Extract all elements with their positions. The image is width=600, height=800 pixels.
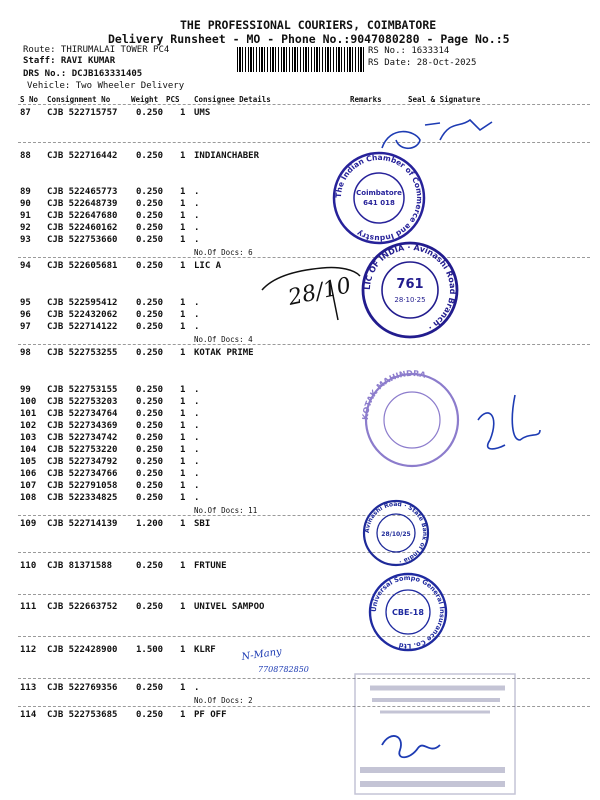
- company-title: THE PROFESSIONAL COURIERS, COIMBATORE: [180, 18, 437, 32]
- row-consignment: CJB 522648739: [47, 199, 118, 209]
- row-consignment: CJB 522334825: [47, 493, 118, 503]
- row-weight: 0.250: [136, 561, 164, 571]
- row-weight: 0.250: [136, 421, 164, 431]
- row-consignee: .: [194, 445, 200, 455]
- row-pcs: 1: [180, 199, 186, 209]
- row-consignee: KOTAK PRIME: [194, 348, 254, 358]
- row-sno: 102: [20, 421, 37, 431]
- row-pcs: 1: [180, 561, 186, 571]
- row-sno: 91: [20, 211, 31, 221]
- vehicle: Vehicle: Two Wheeler Delivery: [27, 81, 185, 91]
- row-consignee: .: [194, 211, 200, 221]
- signature-mark: [382, 120, 492, 148]
- row-consignment: CJB 522714139: [47, 519, 118, 529]
- row-pcs: 1: [180, 457, 186, 467]
- row-consignee: .: [194, 322, 200, 332]
- row-consignee: .: [194, 493, 200, 503]
- row-consignee: .: [194, 235, 200, 245]
- row-pcs: 1: [180, 645, 186, 655]
- row-consignment: CJB 522714122: [47, 322, 118, 332]
- row-consignment: CJB 522791058: [47, 481, 118, 491]
- row-sno: 113: [20, 683, 37, 693]
- kotak-stamp-ring: KOTAK MAHINDRA: [360, 368, 427, 421]
- row-pcs: 1: [180, 469, 186, 479]
- row-sno: 108: [20, 493, 37, 503]
- row-consignment: CJB 522605681: [47, 261, 118, 271]
- docs-count: No.Of Docs: 2: [194, 696, 253, 705]
- row-consignment: CJB 522663752: [47, 602, 118, 612]
- row-consignee: .: [194, 223, 200, 233]
- handwritten-name: N-Many: [240, 646, 283, 663]
- row-consignee: .: [194, 421, 200, 431]
- docs-count: No.Of Docs: 11: [194, 506, 258, 515]
- row-weight: 0.250: [136, 151, 164, 161]
- row-pcs: 1: [180, 310, 186, 320]
- row-weight: 0.250: [136, 493, 164, 503]
- runsheet-subtitle: Delivery Runsheet - MO - Phone No.:9047080280 - Page No.:5: [108, 32, 510, 46]
- row-sno: 87: [20, 108, 31, 118]
- row-weight: 0.250: [136, 683, 164, 693]
- row-consignment: CJB 522432062: [47, 310, 118, 320]
- row-weight: 0.250: [136, 397, 164, 407]
- row-sno: 114: [20, 710, 37, 720]
- row-consignee: FRTUNE: [194, 561, 227, 571]
- row-consignee: UMS: [194, 108, 211, 118]
- rs-number: RS No.: 1633314: [368, 46, 450, 56]
- row-consignee: LIC A: [194, 261, 222, 271]
- row-weight: 0.250: [136, 433, 164, 443]
- row-sno: 111: [20, 602, 37, 612]
- row-weight: 0.250: [136, 348, 164, 358]
- row-consignee: .: [194, 397, 200, 407]
- chamber-stamp-ring: The Indian Chamber of Commerce and Industry: [333, 152, 425, 244]
- row-consignee: .: [194, 385, 200, 395]
- row-consignee: .: [194, 298, 200, 308]
- row-pcs: 1: [180, 710, 186, 720]
- col-consignee: Consignee Details: [194, 95, 271, 104]
- row-consignee: .: [194, 187, 200, 197]
- row-consignment: CJB 522734369: [47, 421, 118, 431]
- row-weight: 0.250: [136, 261, 164, 271]
- row-consignee: PF OFF: [194, 710, 227, 720]
- row-weight: 0.250: [136, 710, 164, 720]
- staff: Staff: RAVI KUMAR: [23, 56, 116, 66]
- row-weight: 0.250: [136, 409, 164, 419]
- row-weight: 0.250: [136, 235, 164, 245]
- row-pcs: 1: [180, 298, 186, 308]
- row-sno: 110: [20, 561, 37, 571]
- row-weight: 1.500: [136, 645, 164, 655]
- row-weight: 1.200: [136, 519, 164, 529]
- row-sno: 107: [20, 481, 37, 491]
- row-weight: 0.250: [136, 187, 164, 197]
- col-weight: Weight: [131, 95, 159, 104]
- lic-stamp-date: 28·10·25: [394, 296, 426, 304]
- col-remarks: Remarks: [350, 95, 382, 104]
- row-sno: 99: [20, 385, 31, 395]
- row-sno: 97: [20, 322, 31, 332]
- insurance-stamp-code: CBE-18: [392, 608, 424, 617]
- row-consignment: CJB 522465773: [47, 187, 118, 197]
- row-sno: 112: [20, 645, 37, 655]
- row-weight: 0.250: [136, 298, 164, 308]
- row-consignment: CJB 522460162: [47, 223, 118, 233]
- pf-office-stamp: [355, 674, 515, 794]
- row-consignee: .: [194, 683, 200, 693]
- row-pcs: 1: [180, 683, 186, 693]
- row-pcs: 1: [180, 187, 186, 197]
- row-pcs: 1: [180, 348, 186, 358]
- row-weight: 0.250: [136, 469, 164, 479]
- row-pcs: 1: [180, 108, 186, 118]
- sbi-stamp-ring: Avinashi Road · State Bank of India ·: [363, 500, 429, 565]
- row-pcs: 1: [180, 493, 186, 503]
- row-consignment: CJB 522753255: [47, 348, 118, 358]
- col-consignment: Consignment No: [47, 95, 111, 104]
- row-pcs: 1: [180, 397, 186, 407]
- row-weight: 0.250: [136, 310, 164, 320]
- row-weight: 0.250: [136, 602, 164, 612]
- signature-mark: [382, 736, 440, 757]
- col-seal: Seal & Signature: [408, 95, 481, 104]
- drs-number: DRS No.: DCJB163331405: [23, 69, 143, 79]
- row-pcs: 1: [180, 445, 186, 455]
- row-consignment: CJB 81371588: [47, 561, 113, 571]
- row-weight: 0.250: [136, 223, 164, 233]
- row-sno: 96: [20, 310, 31, 320]
- row-sno: 88: [20, 151, 31, 161]
- row-consignee: .: [194, 409, 200, 419]
- row-consignment: CJB 522715757: [47, 108, 118, 118]
- row-pcs: 1: [180, 602, 186, 612]
- row-sno: 101: [20, 409, 37, 419]
- row-sno: 109: [20, 519, 37, 529]
- row-consignment: CJB 522734766: [47, 469, 118, 479]
- row-consignee: .: [194, 310, 200, 320]
- row-consignment: CJB 522753220: [47, 445, 118, 455]
- insurance-stamp-ring: Universal Sompo General Insurance Co. Ltd: [369, 573, 447, 651]
- row-pcs: 1: [180, 385, 186, 395]
- row-sno: 94: [20, 261, 31, 271]
- row-consignment: CJB 522753155: [47, 385, 118, 395]
- row-pcs: 1: [180, 433, 186, 443]
- row-consignment: CJB 522769356: [47, 683, 118, 693]
- row-sno: 92: [20, 223, 31, 233]
- col-sno: S No: [20, 95, 39, 104]
- row-consignment: CJB 522595412: [47, 298, 118, 308]
- row-pcs: 1: [180, 151, 186, 161]
- row-pcs: 1: [180, 211, 186, 221]
- row-sno: 90: [20, 199, 31, 209]
- row-weight: 0.250: [136, 385, 164, 395]
- row-consignee: UNIVEL SAMPOO: [194, 602, 265, 612]
- docs-count: No.Of Docs: 6: [194, 248, 253, 257]
- row-sno: 103: [20, 433, 37, 443]
- signature-mark: [478, 395, 540, 449]
- row-consignment: CJB 522753203: [47, 397, 118, 407]
- row-weight: 0.250: [136, 445, 164, 455]
- row-consignment: CJB 522753660: [47, 235, 118, 245]
- row-consignee: .: [194, 433, 200, 443]
- handwritten-date: 28/10: [286, 273, 354, 311]
- row-consignee: KLRF: [194, 645, 216, 655]
- row-consignee: .: [194, 469, 200, 479]
- row-consignee: .: [194, 481, 200, 491]
- row-weight: 0.250: [136, 199, 164, 209]
- row-consignment: CJB 522734742: [47, 433, 118, 443]
- row-sno: 95: [20, 298, 31, 308]
- row-consignment: CJB 522734792: [47, 457, 118, 467]
- row-sno: 104: [20, 445, 37, 455]
- handwritten-phone: 7708782850: [258, 665, 309, 674]
- row-weight: 0.250: [136, 322, 164, 332]
- row-consignment: CJB 522428900: [47, 645, 118, 655]
- row-consignment: CJB 522716442: [47, 151, 118, 161]
- row-sno: 105: [20, 457, 37, 467]
- row-weight: 0.250: [136, 211, 164, 221]
- row-weight: 0.250: [136, 108, 164, 118]
- chamber-stamp-city: Coimbatore: [356, 189, 402, 197]
- row-sno: 93: [20, 235, 31, 245]
- row-pcs: 1: [180, 519, 186, 529]
- docs-count: No.Of Docs: 4: [194, 335, 253, 344]
- col-pcs: PCS: [166, 95, 180, 104]
- row-sno: 100: [20, 397, 37, 407]
- row-pcs: 1: [180, 481, 186, 491]
- row-weight: 0.250: [136, 481, 164, 491]
- row-consignee: .: [194, 457, 200, 467]
- row-pcs: 1: [180, 261, 186, 271]
- row-consignment: CJB 522734764: [47, 409, 118, 419]
- row-pcs: 1: [180, 322, 186, 332]
- sbi-stamp-date: 28/10/25: [381, 531, 411, 538]
- row-pcs: 1: [180, 223, 186, 233]
- row-consignment: CJB 522647680: [47, 211, 118, 221]
- chamber-stamp-pin: 641 018: [363, 199, 395, 207]
- row-consignee: .: [194, 199, 200, 209]
- row-weight: 0.250: [136, 457, 164, 467]
- lic-stamp-code: 761: [396, 277, 424, 292]
- row-consignee: INDIANCHABER: [194, 151, 260, 161]
- row-consignment: CJB 522753685: [47, 710, 118, 720]
- rs-date: RS Date: 28-Oct-2025: [368, 58, 477, 68]
- row-pcs: 1: [180, 421, 186, 431]
- row-sno: 89: [20, 187, 31, 197]
- row-consignee: SBI: [194, 519, 211, 529]
- row-sno: 106: [20, 469, 37, 479]
- route: Route: THIRUMALAI TOWER PC4: [23, 45, 170, 55]
- lic-stamp-ring: LIC OF INDIA · Avinashi Road Branch ·: [362, 242, 458, 333]
- row-pcs: 1: [180, 409, 186, 419]
- row-pcs: 1: [180, 235, 186, 245]
- row-sno: 98: [20, 348, 31, 358]
